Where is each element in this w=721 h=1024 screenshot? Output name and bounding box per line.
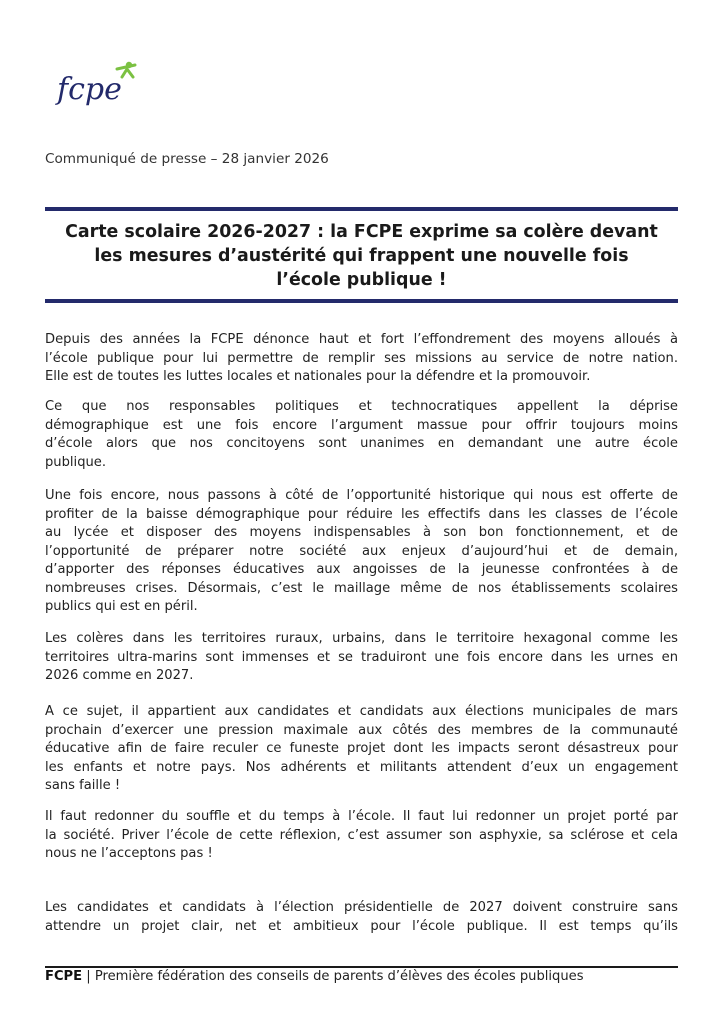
- title-line: les mesures d’austérité qui frappent une nouvelle fois: [94, 246, 629, 266]
- body-line: profiter de la baisse démographique pour réduire les effectifs dans les classes de l’école: [45, 506, 678, 522]
- paragraph-2: [45, 398, 678, 472]
- logo-wordmark: fcpe: [57, 72, 122, 107]
- body-line: éducative afin de faire reculer ce funeste projet dont les impacts seront désastreux pour: [45, 741, 678, 756]
- body-line: territoires ultra-marins sont immenses et se traduiront une fois encore dans les urnes en: [45, 649, 678, 665]
- body-line: Depuis des années la FCPE dénonce haut et fort l’effondrement des moyens alloués à: [45, 332, 678, 347]
- body-line: attendre un projet clair, net et ambitieux pour l’école publique. Il est temps qu’ils: [45, 918, 678, 934]
- body-line: d’apporter des réponses éducatives aux angoisses de la jeunesse confrontées à de: [45, 562, 678, 577]
- paragraph-3: [45, 487, 678, 617]
- title-rule-top: [45, 207, 678, 211]
- body-line: publics qui est en péril.: [45, 599, 198, 614]
- body-line: Une fois encore, nous passons à côté de l’opportunité historique qui nous est offerte de: [45, 488, 678, 503]
- body-line: nombreuses crises. Désormais, c’est le maillage même de nos établissements scolaires: [45, 580, 678, 596]
- footer-brand: FCPE: [45, 969, 83, 984]
- paragraph-1: [45, 331, 678, 387]
- body-line: l’école publique pour lui permettre de remplir ses missions au service de notre nation.: [45, 350, 678, 366]
- body-line: 2026 comme en 2027.: [45, 668, 194, 683]
- fcpe-logo: [55, 55, 145, 115]
- body-line: la société. Priver l’école de cette réflexion, c’est assumer son asphyxie, sa sclérose et cela: [45, 827, 678, 843]
- paragraph-7: [45, 899, 678, 936]
- body-line: Les candidates et candidats à l’élection présidentielle de 2027 doivent construire sans: [45, 900, 678, 915]
- page-title: [45, 220, 678, 292]
- title-line: Carte scolaire 2026-2027 : la FCPE exprime sa colère devant: [65, 222, 658, 242]
- body-line: nous ne l’acceptons pas !: [45, 846, 213, 861]
- paragraph-4: [45, 630, 678, 686]
- body-line: démographique est une fois encore l’argument massue pour offrir toujours moins: [45, 417, 678, 433]
- body-line: Les colères dans les territoires ruraux, urbains, dans le territoire hexagonal comme les: [45, 631, 678, 646]
- body-line: Elle est de toutes les luttes locales et nationales pour la défendre et la promouvoir.: [45, 369, 591, 384]
- body-line: au lycée et disposer des moyens indispensables à son bon fonctionnement, et de: [45, 525, 678, 540]
- footer-text: Première fédération des conseils de parents d’élèves des écoles publiques: [94, 969, 584, 984]
- body-line: les enfants et notre pays. Nos adhérents et militants attendent d’eux un engagement: [45, 759, 678, 775]
- body-line: prochain d’exercer une pression maximale aux côtés des membres de la communauté: [45, 722, 678, 738]
- body-line: Ce que nos responsables politiques et technocratiques appellent la déprise: [45, 399, 678, 414]
- paragraph-5: [45, 703, 678, 796]
- page-footer: [45, 968, 678, 986]
- title-line: l’école publique !: [276, 270, 447, 290]
- body-line: Il faut redonner du souffle et du temps à l’école. Il faut lui redonner un projet porté par: [45, 809, 678, 824]
- body-line: A ce sujet, il appartient aux candidates et candidats aux élections municipales de mars: [45, 704, 678, 719]
- body-line: publique.: [45, 454, 107, 470]
- body-line: d’école alors que nos concitoyens sont unanimes en demandant une autre école: [45, 436, 678, 451]
- paragraph-6: [45, 808, 678, 864]
- body-line: sans faille !: [45, 778, 121, 793]
- footer-separator: |: [82, 969, 95, 984]
- title-rule-bottom: [45, 299, 678, 303]
- press-release-date: Communiqué de presse – 28 janvier 2026: [45, 151, 329, 167]
- body-line: l’opportunité de préparer notre société aux enjeux d’aujourd’hui et de demain,: [45, 543, 678, 559]
